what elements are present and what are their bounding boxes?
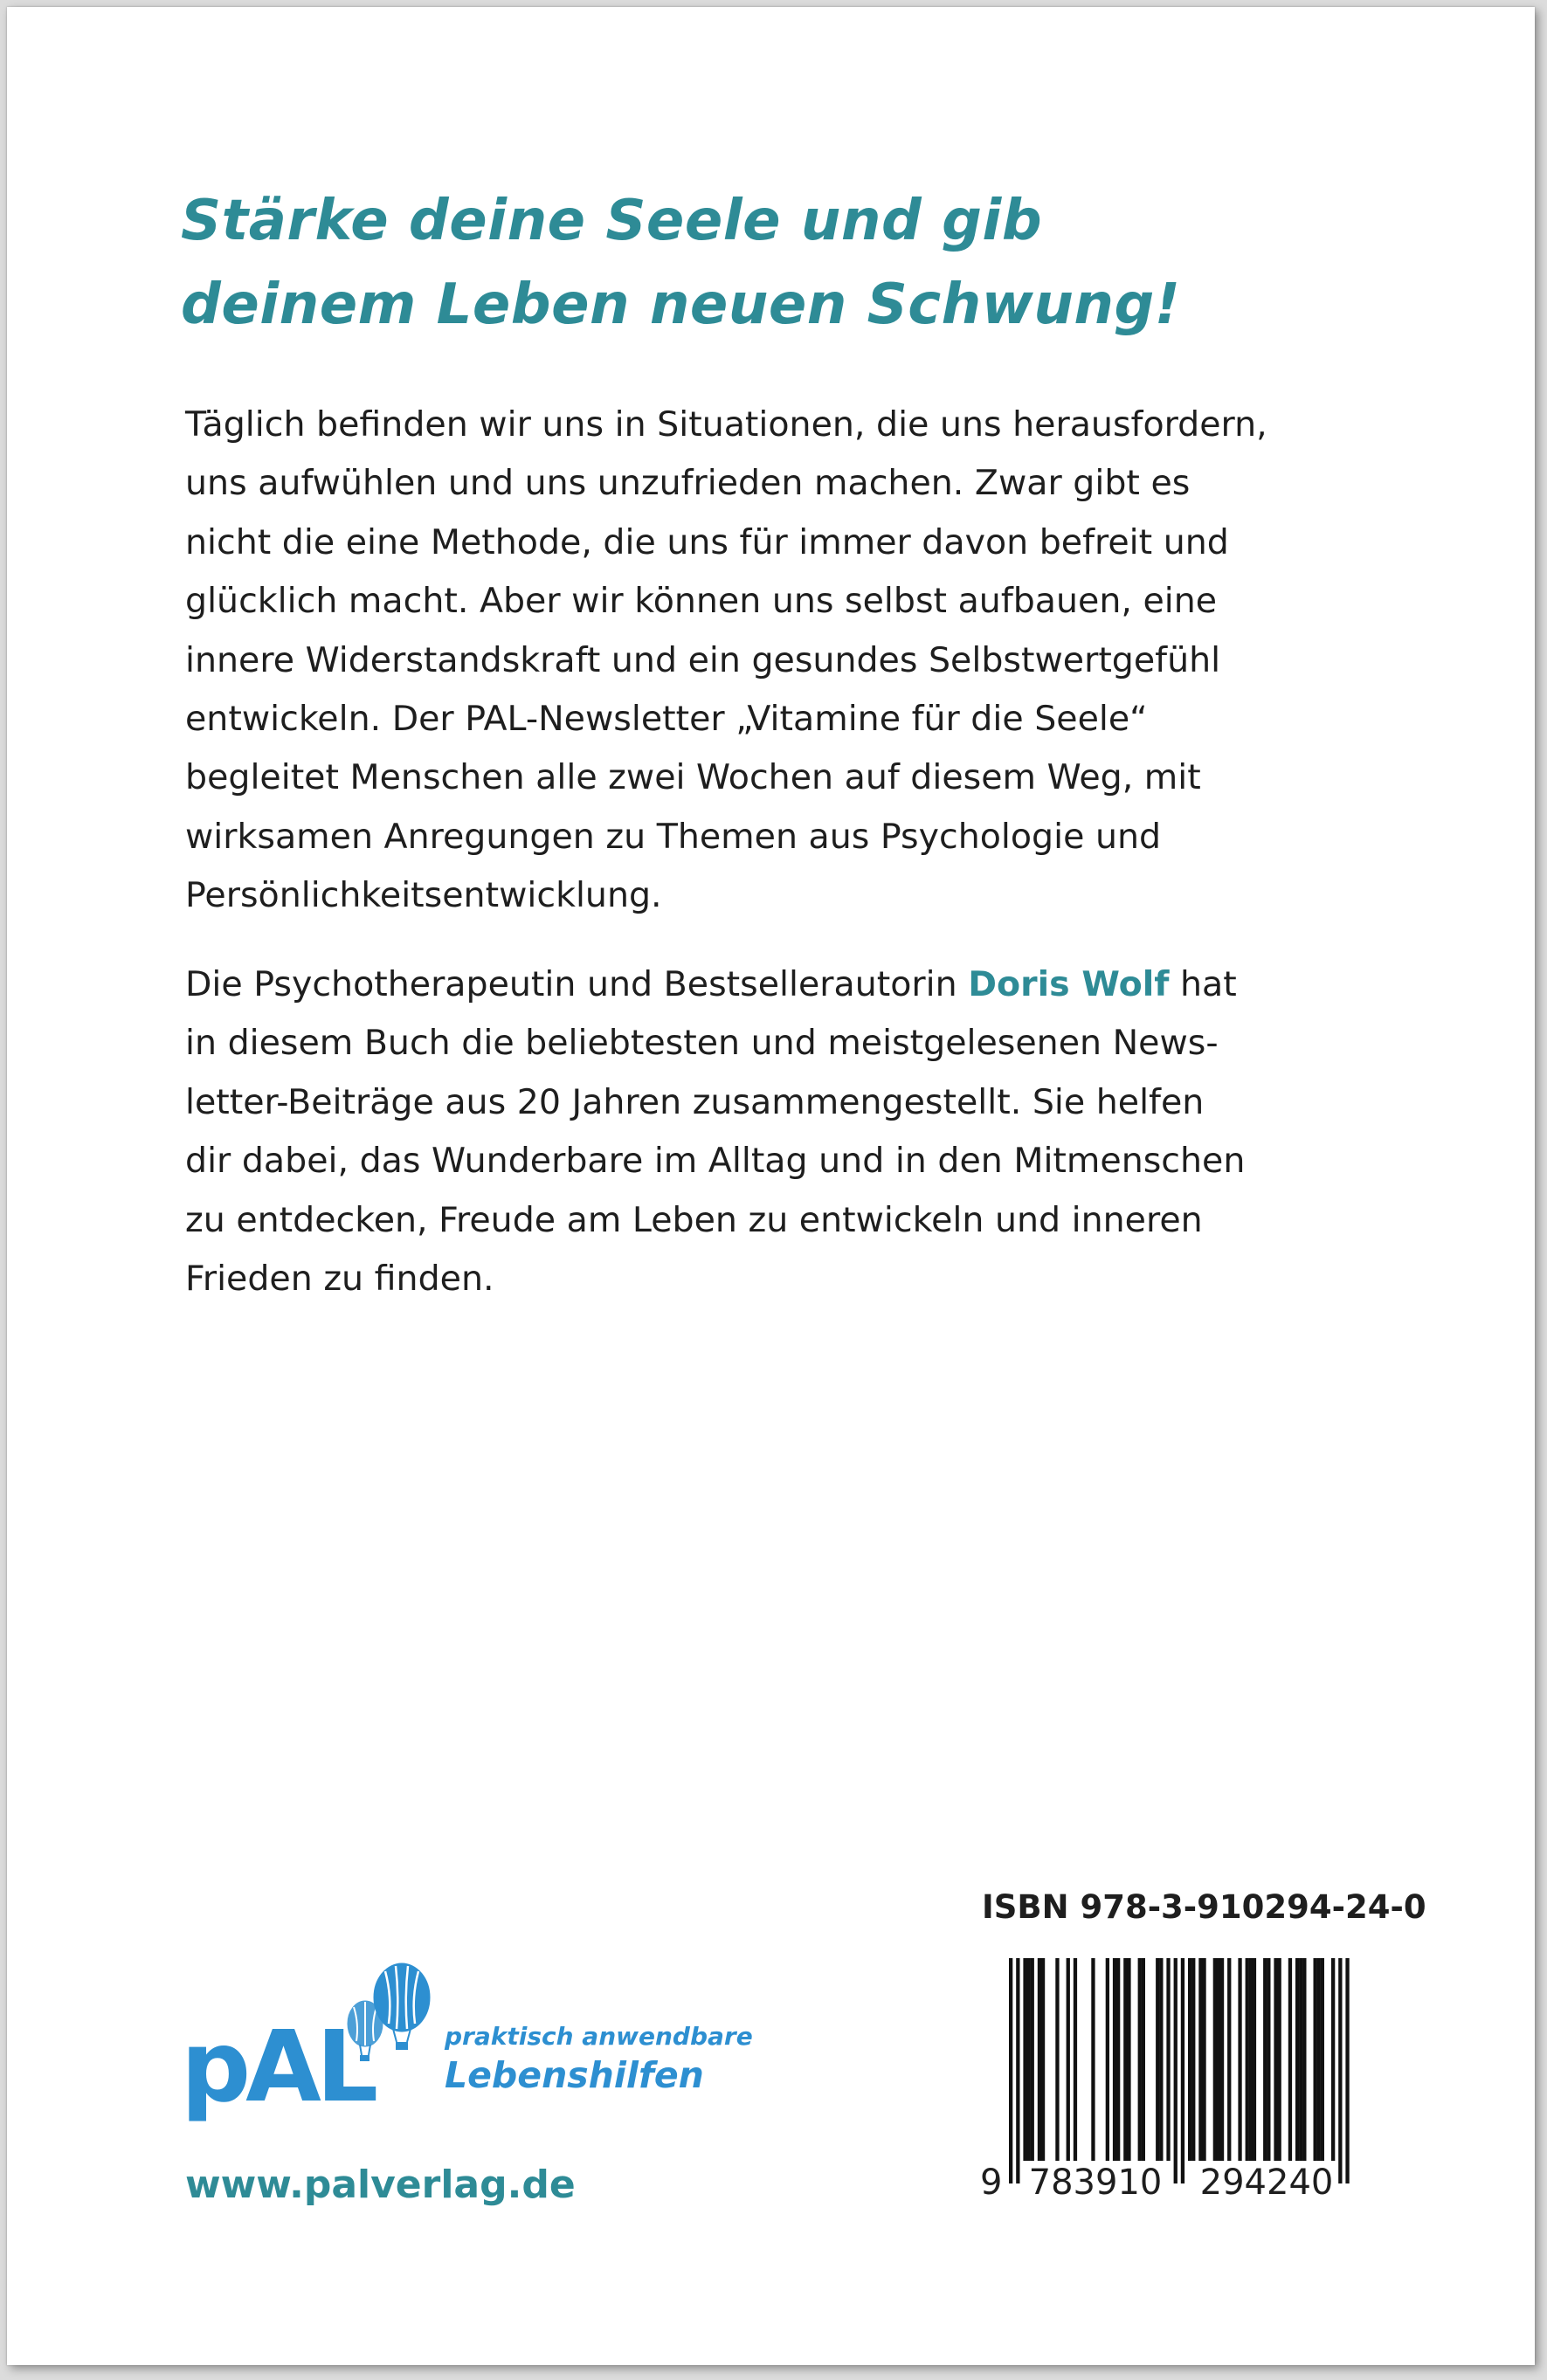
text-line: nicht die eine Methode, die uns für immer davon befreit und <box>185 521 1229 562</box>
tagline-line-1: praktisch anwendbare <box>445 2022 753 2051</box>
publisher-website-link[interactable]: www.palverlag.de <box>185 2163 576 2207</box>
headline <box>181 179 1404 347</box>
barcode-bar <box>1191 1958 1195 2161</box>
barcode-bars <box>1009 1958 1350 2183</box>
barcode-bar <box>1142 1958 1145 2161</box>
barcode-bar <box>1227 1958 1231 2161</box>
barcode-bar <box>1314 1958 1317 2161</box>
barcode-guard-bar <box>1345 1958 1349 2183</box>
barcode-bar <box>1067 1958 1070 2161</box>
barcode-digit-group: 294240 <box>1199 2163 1334 2203</box>
barcode-digit-group: 9 <box>980 2163 1003 2203</box>
barcode-digit-group: 783910 <box>1028 2163 1163 2203</box>
barcode-bar <box>1055 1958 1059 2161</box>
barcode-bar <box>1299 1958 1302 2161</box>
barcode-bar <box>1159 1958 1163 2161</box>
headline-line: deinem Leben neuen Schwung! <box>181 272 1181 337</box>
barcode-digits <box>980 2163 1356 2203</box>
text-line: letter-Beiträge aus 20 Jahren zusammengestellt. Sie helfen <box>185 1081 1205 1122</box>
barcode-bar <box>1263 1958 1267 2161</box>
description-paragraph-1 <box>185 396 1408 926</box>
text-line: uns aufwühlen und uns unzufrieden machen. Zwar gibt es <box>185 463 1191 504</box>
barcode-guard-bar <box>1181 1958 1184 2183</box>
barcode-bar <box>1188 1958 1191 2161</box>
text-line: zu entdecken, Freude am Leben zu entwickeln und inneren <box>185 1199 1203 1240</box>
barcode-bar <box>1041 1958 1045 2161</box>
text-line: wirksamen Anregungen zu Themen aus Psychologie und <box>185 816 1162 857</box>
text-line: glücklich macht. Aber wir können uns selbst aufbauen, eine <box>185 581 1218 622</box>
text-line: entwickeln. Der PAL-Newsletter „Vitamine für die Seele“ <box>185 699 1148 740</box>
barcode-bar <box>1331 1958 1335 2161</box>
text-line: in diesem Buch die beliebtesten und meistgelesenen News- <box>185 1023 1219 1064</box>
barcode-bar <box>1288 1958 1292 2161</box>
barcode-bar <box>1198 1958 1202 2161</box>
barcode-bar <box>1249 1958 1253 2161</box>
barcode-bar <box>1253 1958 1256 2161</box>
barcode-bar <box>1321 1958 1324 2161</box>
barcode-bar <box>1091 1958 1095 2161</box>
barcode-bar <box>1267 1958 1270 2161</box>
text-line <box>185 955 1408 1014</box>
barcode-bar <box>1156 1958 1159 2161</box>
barcode-guard-bar <box>1016 1958 1019 2183</box>
barcode-bar <box>1127 1958 1130 2161</box>
headline-line: Stärke deine Seele und gib <box>181 189 1043 253</box>
barcode-bar <box>1295 1958 1299 2161</box>
barcode-bar <box>1113 1958 1116 2161</box>
barcode-bar <box>1038 1958 1041 2161</box>
barcode-bar <box>1246 1958 1249 2161</box>
barcode-bar <box>1027 1958 1031 2161</box>
barcode-bar <box>1317 1958 1321 2161</box>
barcode-bar <box>1278 1958 1281 2161</box>
barcode-bar <box>1023 1958 1026 2161</box>
barcode-bar <box>1116 1958 1120 2161</box>
barcode-guard-bar <box>1009 1958 1012 2183</box>
barcode-bar <box>1302 1958 1306 2161</box>
isbn-label: ISBN 978-3-910294-24-0 <box>982 1888 1426 1926</box>
barcode-bar <box>1166 1958 1170 2161</box>
text-line: begleitet Menschen alle zwei Wochen auf diesem Weg, mit <box>185 757 1201 798</box>
barcode-bar <box>1138 1958 1142 2161</box>
barcode-bar <box>1213 1958 1217 2161</box>
logo-wordmark: pAL <box>181 2011 374 2124</box>
barcode-bar <box>1274 1958 1277 2161</box>
barcode-bar <box>1031 1958 1034 2161</box>
barcode-bar <box>1238 1958 1241 2161</box>
text-line: innere Widerstandskraft und ein gesundes Selbstwertgefühl <box>185 639 1221 680</box>
text-line: Täglich befinden wir uns in Situationen, die uns herausfordern, <box>185 404 1267 445</box>
barcode-bar <box>1106 1958 1109 2161</box>
description-paragraph-2 <box>185 955 1408 1308</box>
barcode-bar <box>1074 1958 1077 2161</box>
text-line: dir dabei, das Wunderbare im Alltag und in den Mitmenschen <box>185 1141 1246 1182</box>
barcode-guard-bar <box>1338 1958 1342 2183</box>
text-line: Frieden zu finden. <box>185 1259 494 1300</box>
barcode-bar <box>1123 1958 1127 2161</box>
tagline-line-2: Lebenshilfen <box>445 2054 704 2096</box>
author-name: Doris Wolf <box>968 964 1170 1004</box>
barcode-bar <box>1217 1958 1220 2161</box>
text-fragment: hat <box>1169 964 1237 1004</box>
text-line: Persönlichkeitsentwicklung. <box>185 875 662 916</box>
text-fragment: Die Psychotherapeutin und Bestsellerautorin <box>185 964 969 1004</box>
barcode-bar <box>1220 1958 1224 2161</box>
barcode-bar <box>1202 1958 1205 2161</box>
barcode-guard-bar <box>1174 1958 1178 2183</box>
